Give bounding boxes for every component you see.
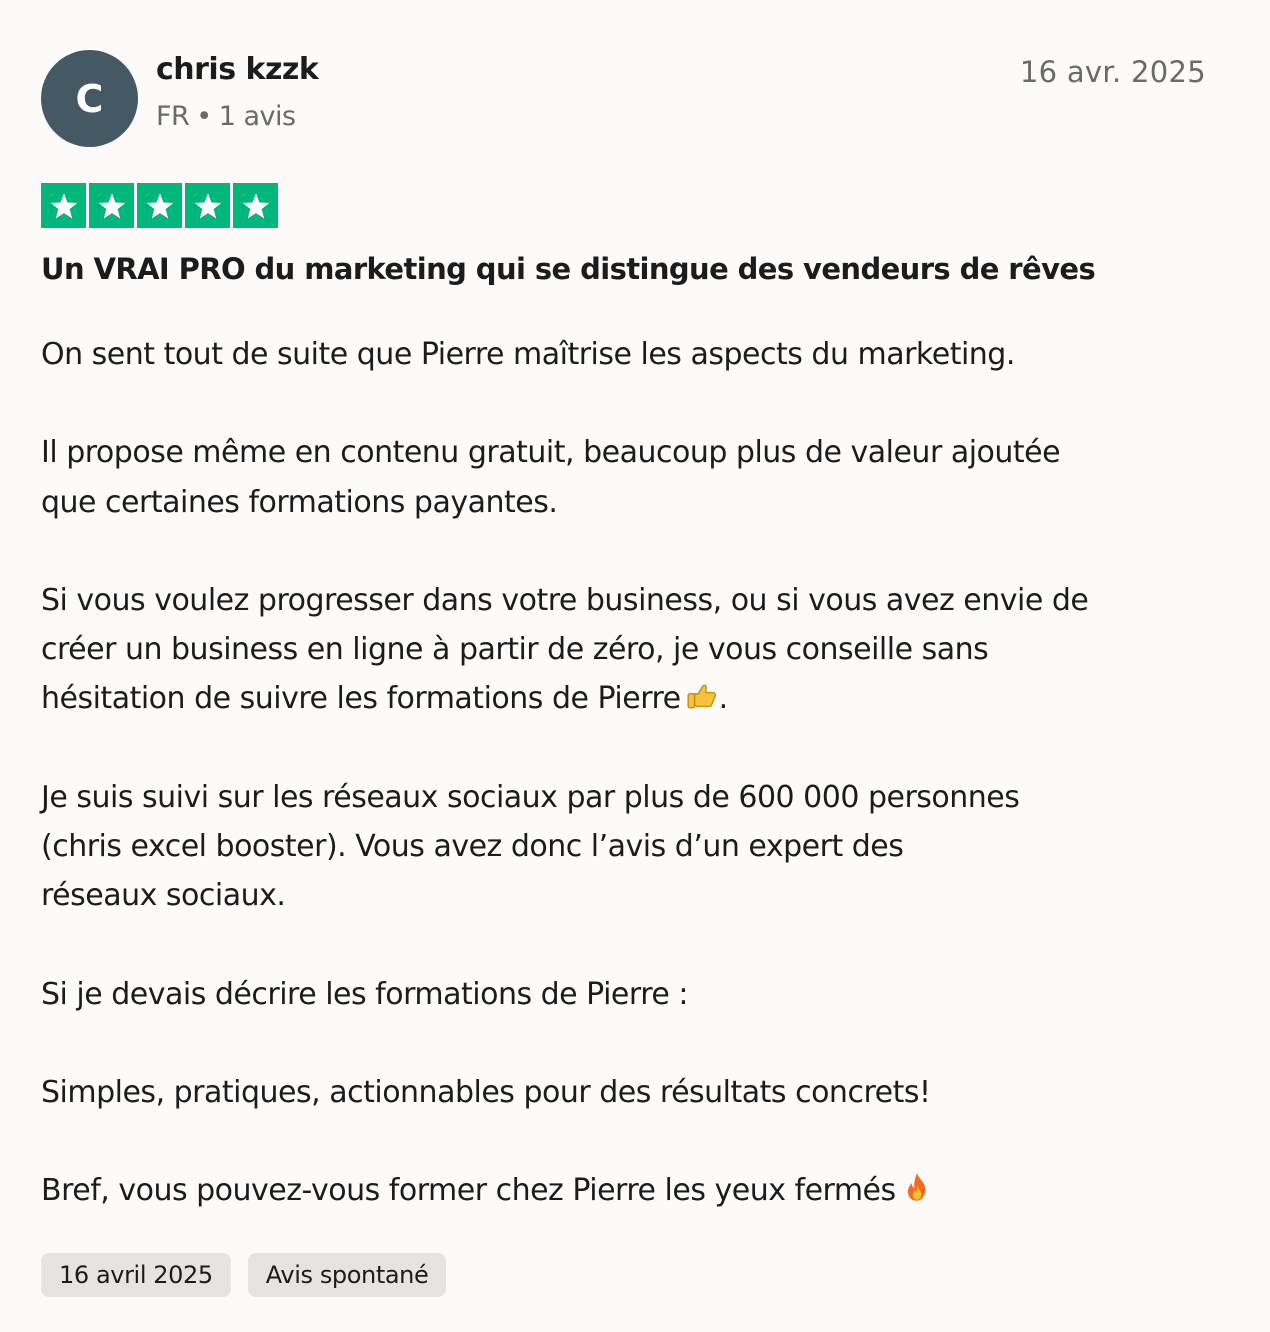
review-line-with-emoji [41, 674, 1250, 723]
experience-date-tag[interactable]: 16 avril 2025 [41, 1253, 231, 1297]
review-paragraph [41, 428, 1250, 526]
review-header [41, 50, 1206, 148]
review-line: que certaines formations payantes. [41, 484, 558, 520]
star-icon [89, 183, 134, 228]
review-paragraph [41, 330, 1250, 379]
review-line: Je suis suivi sur les réseaux sociaux par plus de 600 000 personnes [41, 779, 1020, 815]
avatar[interactable] [41, 50, 138, 147]
review-line: Si vous voulez progresser dans votre business, ou si vous avez envie de [41, 582, 1089, 618]
review-paragraph [41, 576, 1250, 724]
reviewer-name[interactable]: chris kzzk [156, 52, 319, 87]
fire-icon [900, 1171, 934, 1205]
review-paragraph [41, 1068, 1250, 1117]
review-line: Si je devais décrire les formations de Pierre : [41, 976, 688, 1012]
review-line-text: Bref, vous pouvez-vous former chez Pierre les yeux fermés [41, 1173, 896, 1209]
review-line: Simples, pratiques, actionnables pour des résultats concrets! [41, 1074, 931, 1110]
star-icon [233, 183, 278, 228]
review-paragraph [41, 1166, 1250, 1215]
star-icon [41, 183, 86, 228]
reviewer-review-count: 1 avis [218, 101, 296, 132]
review-type-tag[interactable]: Avis spontané [248, 1253, 447, 1297]
review-date: 16 avr. 2025 [1019, 55, 1206, 89]
review-paragraph [41, 773, 1250, 921]
avatar-initial: C [75, 76, 104, 121]
reviewer-country: FR [156, 101, 190, 132]
review-title[interactable]: Un VRAI PRO du marketing qui se distingue des vendeurs de rêves [41, 252, 1096, 286]
reviewer-meta [156, 101, 318, 132]
meta-separator: • [196, 101, 212, 132]
review-paragraph [41, 970, 1250, 1019]
star-rating [41, 183, 278, 228]
star-icon [137, 183, 182, 228]
star-icon [185, 183, 230, 228]
review-line-suffix: . [718, 681, 728, 717]
reviewer-info [156, 52, 318, 132]
review-body [41, 330, 1250, 1216]
review-line: créer un business en ligne à partir de zéro, je vous conseille sans [41, 632, 989, 668]
review-line: Il propose même en contenu gratuit, beaucoup plus de valeur ajoutée [41, 435, 1061, 471]
review-line-with-emoji [41, 1166, 1250, 1215]
review-line: (chris excel booster). Vous avez donc l’avis d’un expert des [41, 828, 904, 864]
review-tags [41, 1253, 446, 1297]
review-line-text: hésitation de suivre les formations de Pierre [41, 681, 681, 717]
thumbs-up-icon [685, 679, 719, 713]
review-line: réseaux sociaux. [41, 878, 286, 914]
review-line: On sent tout de suite que Pierre maîtrise les aspects du marketing. [41, 337, 1015, 372]
